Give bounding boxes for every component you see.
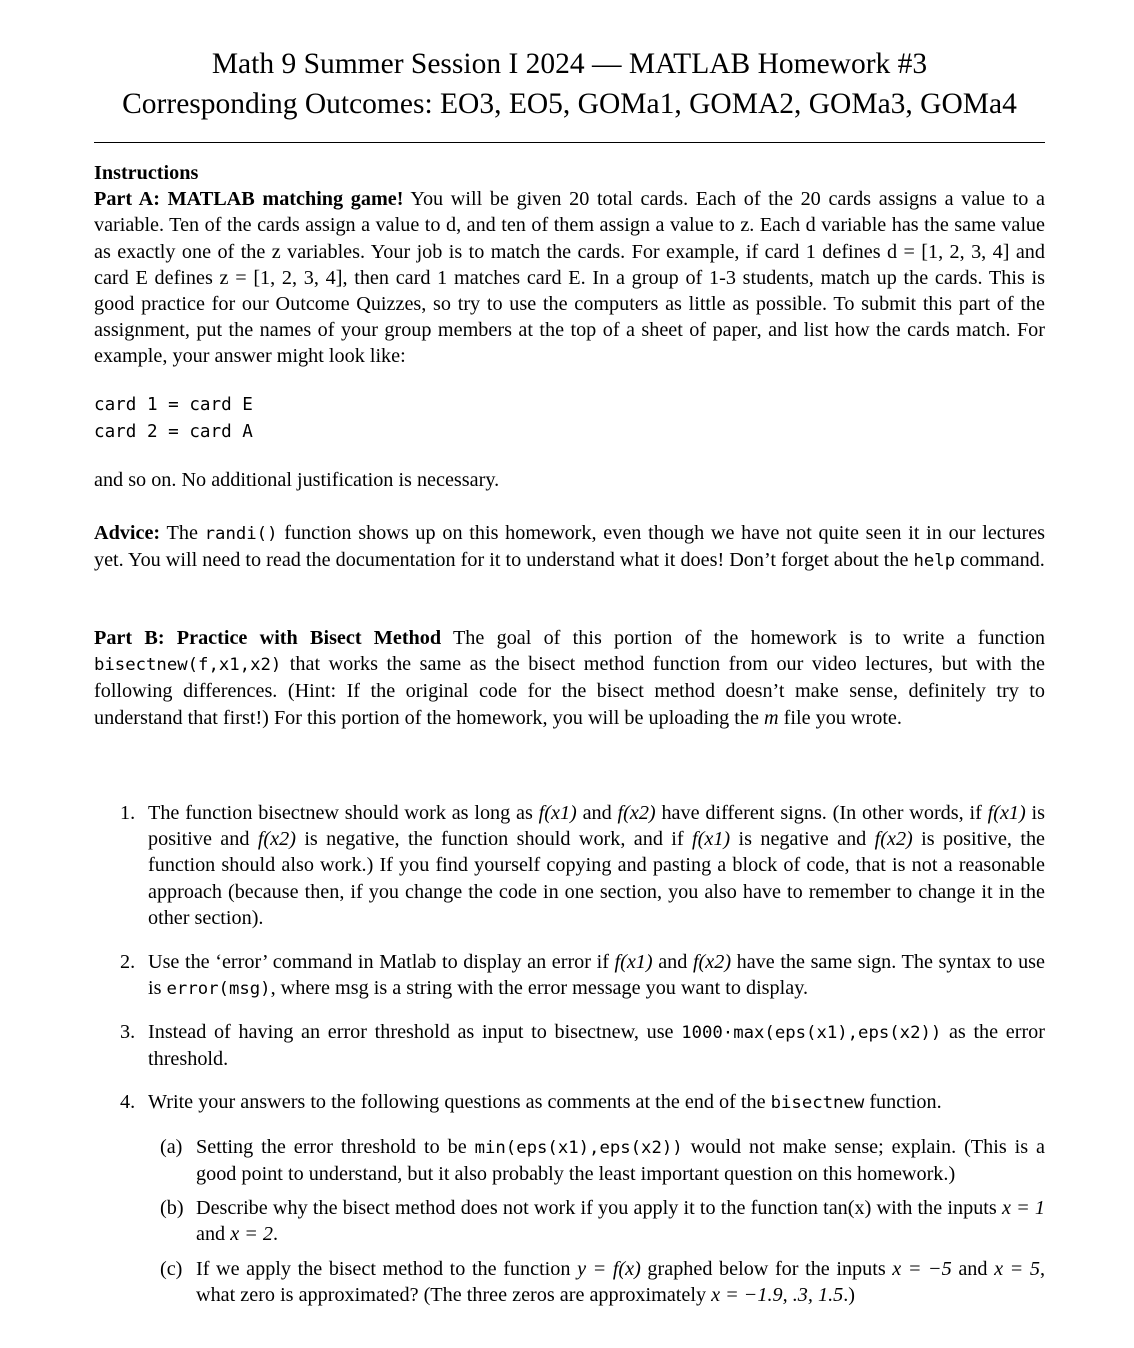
- title-rule: [94, 142, 1045, 143]
- math: f(x2): [257, 828, 296, 851]
- math: f(x1): [614, 951, 653, 973]
- part-a-text: You will be given 20 total cards. Each of the 20 cards assigns a value to a variable. Ten of the cards assign a value to d, and ten of them assign a value to z. Each d variable has the same value as exactly one of the z variables. Your job is to match the cards. For example, if card 1 defines d = [1, 2, 3, 4] and card E defines z = [1, 2, 3, 4], then card 1 matches card E. In a group of 1-3 students, match up the cards. This is good practice for our Outcome Quizzes, so try to use the computers as little as possible. To submit this part of the assignment, put the names of your group members at the top of a sheet of paper, and list how the cards match. For example, your answer might look like:: [94, 188, 1045, 368]
- part-b-text: file you wrote.: [778, 706, 902, 729]
- math: f(x1): [692, 828, 731, 851]
- error-code: error(msg): [166, 979, 271, 1000]
- example-code-line-1: card 1 = card E: [94, 395, 253, 415]
- advice-paragraph: [94, 520, 1045, 574]
- sub-label: (b): [160, 1197, 184, 1219]
- math: f(x1): [538, 802, 577, 824]
- example-code-line-2: card 2 = card A: [94, 422, 253, 442]
- math: x = −1.9, .3, 1.5: [711, 1284, 844, 1307]
- part-a-closing: and so on. No additional justification is necessary.: [94, 469, 500, 491]
- math: f(x2): [617, 802, 656, 824]
- math: tan(x): [823, 1197, 872, 1219]
- advice-text: function shows up on this homework, even though we have not quite seen it in our lectures yet. You will need to read the documentation for it to understand what it does! Don’t forget about the: [94, 522, 1046, 572]
- list-item-4: 4. Write your answers to the following questions as comments at the end of the bisectnew function.: [148, 1089, 1045, 1116]
- threshold-code: 1000·max(eps(x1),eps(x2)): [681, 1023, 942, 1043]
- math: f(x2): [874, 828, 913, 851]
- list-number: 1.: [120, 802, 136, 824]
- math: x = 1: [1001, 1197, 1045, 1219]
- list-number: 2.: [120, 951, 136, 973]
- list-item-2: 2. Use the ‘error’ command in Matlab to display an error if f(x1) and f(x2) have the same sign. The syntax to use is error(msg), where msg is a string with the error message you want to display.: [120, 951, 1045, 1000]
- math: x = 2: [230, 1223, 273, 1246]
- list-number: 4.: [120, 1091, 136, 1113]
- bisectnew-signature: bisectnew(f,x1,x2): [94, 655, 282, 676]
- math: f(x2): [692, 951, 732, 973]
- min-eps-code: min(eps(x1),eps(x2)): [474, 1138, 683, 1158]
- sub-label: (a): [160, 1136, 183, 1158]
- part-a-label: Part A: MATLAB matching game!: [94, 188, 404, 211]
- list-item-3: 3. Instead of having an error threshold as input to bisectnew, use 1000·max(eps(x1),eps(x2)) as the error threshold.: [120, 1021, 1045, 1071]
- math: f(x1): [987, 802, 1026, 824]
- advice-text: The: [166, 522, 205, 544]
- sub-item-a: (a) Setting the error threshold to be min(eps(x1),eps(x2)) would not make sense; explain. (This is a good point to understand, but it also probably the least important question on this homework.): [160, 1136, 1045, 1186]
- advice-text: command.: [955, 549, 1045, 572]
- bisectnew-code: bisectnew: [770, 1093, 865, 1113]
- title-line-1: Math 9 Summer Session I 2024 — MATLAB Homework #3: [211, 48, 928, 80]
- part-b-paragraph: [94, 625, 1045, 731]
- math: x = −5: [892, 1258, 952, 1280]
- m-file-var: m: [764, 706, 779, 729]
- sub-item-c: (c) If we apply the bisect method to the function y = f(x) graphed below for the inputs x = −5 and x = 5, what zero is approximated? (The three zeros are approximately x = −1.9, .3, 1.5.): [160, 1258, 1045, 1307]
- list-number: 3.: [120, 1021, 136, 1043]
- randi-code: randi(): [204, 524, 278, 544]
- part-b-text: The goal of this portion of the homework is to write a function: [441, 627, 1045, 649]
- help-code: help: [913, 551, 956, 572]
- math: x = 5: [994, 1258, 1040, 1280]
- list-item-1: 1. The function bisectnew should work as long as f(x1) and f(x2) have different signs. (In other words, if f(x1) is positive and f(x2) is negative, the function should work, and if f(x1) is negative and f(x2) is positive, the function should also work.) If you find yourself copying and pasting a block of code, that is not a reasonable approach (because then, if you change the code in one section, you also have to remember to change it in the other section).: [120, 802, 1046, 929]
- instructions-heading: Instructions: [94, 162, 199, 184]
- part-b-label: Part B: Practice with Bisect Method: [94, 627, 442, 649]
- title-line-2: Corresponding Outcomes: EO3, EO5, GOMa1, GOMA2, GOMa3, GOMa4: [122, 88, 1017, 120]
- math: y = f(x): [577, 1258, 641, 1280]
- instructions-section: [94, 160, 1045, 370]
- part-b-text: that works the same as the bisect method function from our video lectures, but with the following differences. (Hint: If the original code for the bisect method doesn’t make sense, definitely try to understand that first!) For this portion of the homework, you will be uploading the: [94, 653, 1045, 729]
- sub-item-b: (b) Describe why the bisect method does not work if you apply it to the function tan(x) with the inputs x = 1 and x = 2.: [160, 1197, 1045, 1246]
- advice-label: Advice:: [94, 522, 161, 544]
- sub-label: (c): [160, 1258, 183, 1280]
